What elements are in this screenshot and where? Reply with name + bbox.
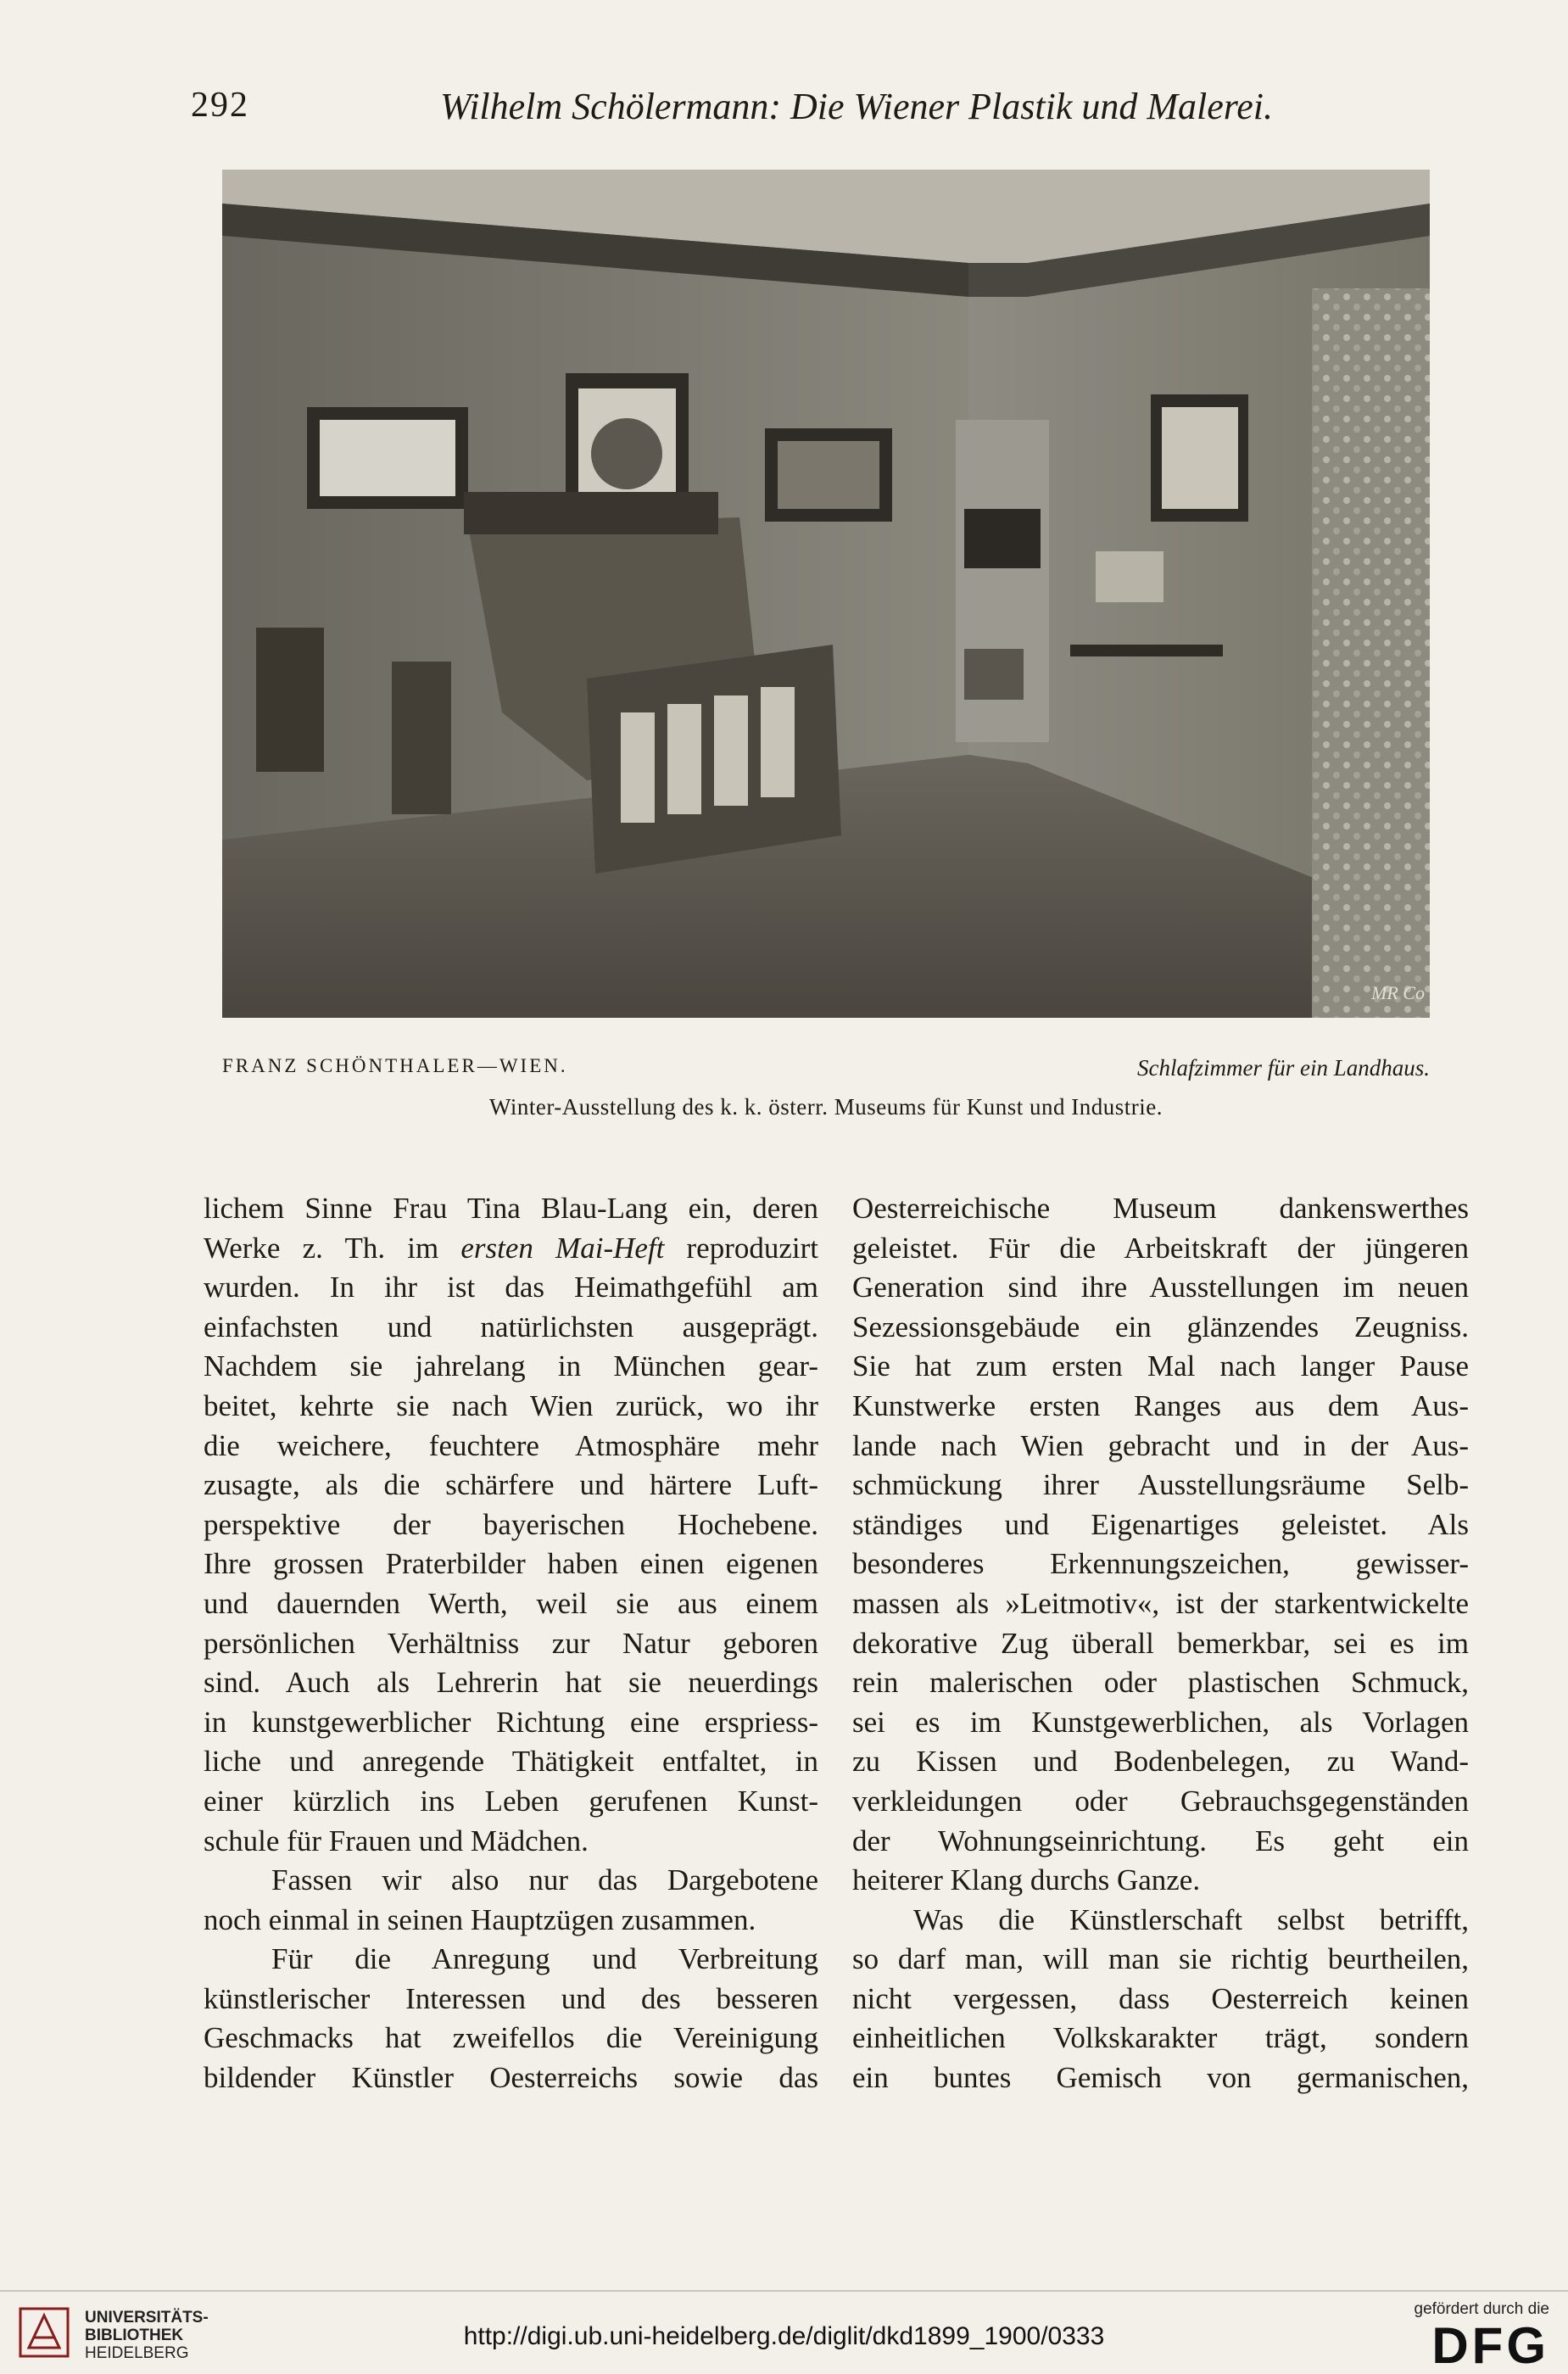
- text-line: Fassen wir also nur das Dargebotene: [271, 1863, 818, 1897]
- text-line: Nachdem sie jahrelang in München gear-: [204, 1349, 818, 1383]
- text-line: [204, 1229, 818, 1269]
- text-line: rein malerischen oder plastischen Schmuck,: [852, 1666, 1469, 1700]
- text-line: sei es im Kunstgewerblichen, als Vorlagen: [852, 1705, 1469, 1739]
- text-line: Was die Künstlerschaft selbst betrifft,: [913, 1902, 1469, 1936]
- text-line: noch einmal in seinen Hauptzügen zusammen.: [204, 1902, 756, 1936]
- text-line: schule für Frauen und Mädchen.: [204, 1824, 589, 1857]
- library-name-line: UNIVERSITÄTS-: [85, 2309, 209, 2327]
- text-line: zu Kissen und Bodenbelegen, zu Wand-: [852, 1745, 1469, 1779]
- text-line: zusagte, als die schärfere und härtere Luft-: [204, 1468, 818, 1502]
- text-line: einer kürzlich ins Leben gerufenen Kunst-: [204, 1784, 818, 1818]
- text-line: Kunstwerke ersten Ranges aus dem Aus-: [852, 1388, 1469, 1422]
- dfg-logo: DFG: [1431, 2317, 1549, 2374]
- text-line: sind. Auch als Lehrerin hat sie neuerdings: [204, 1666, 818, 1700]
- text-line: Geschmacks hat zweifellos die Vereinigung: [204, 2021, 818, 2055]
- text-line: Für die Anregung und Verbreitung: [271, 1942, 818, 1976]
- text-line: wurden. In ihr ist das Heimathgefühl am: [204, 1271, 818, 1304]
- text-line: einheitlichen Volkskarakter trägt, sondern: [852, 2021, 1469, 2055]
- text-line: der Wohnungseinrichtung. Es geht ein: [852, 1824, 1469, 1857]
- text-line: bildender Künstler Oesterreichs sowie das: [204, 2061, 818, 2095]
- text-line: besonderes Erkennungszeichen, gewisser-: [852, 1547, 1469, 1581]
- text-column-right: [852, 1189, 1469, 2098]
- caption-exhibition: Winter-Ausstellung des k. k. österr. Museums für Kunst und Industrie.: [488, 1094, 1163, 1120]
- running-title: Wilhelm Schölermann: Die Wiener Plastik und Malerei.: [439, 86, 1274, 127]
- text-column-left: [204, 1189, 818, 2098]
- bedroom-photograph: [222, 170, 1430, 1018]
- running-header: [191, 85, 1471, 136]
- text-line: Sie hat zum ersten Mal nach langer Pause: [852, 1349, 1469, 1383]
- photo-monogram: MR Co: [1371, 982, 1425, 1003]
- text-line: verkleidungen oder Gebrauchsgegenständen: [852, 1784, 1469, 1818]
- text-fragment: reproduzirt: [664, 1231, 819, 1265]
- text-line: ständiges und Eigenartiges geleistet. Als: [852, 1507, 1469, 1541]
- text-line: liche und anregende Thätigkeit entfaltet, in: [204, 1745, 818, 1779]
- italic-title: ersten Mai-Heft: [460, 1231, 665, 1265]
- funding-label: gefördert durch die: [1414, 2300, 1549, 2318]
- text-line: so darf man, will man sie richtig beurtheilen,: [852, 1942, 1469, 1976]
- caption-artist: FRANZ SCHÖNTHALER—WIEN.: [222, 1055, 568, 1076]
- text-line: perspektive der bayerischen Hochebene.: [204, 1507, 818, 1541]
- text-fragment: Werke z. Th. im: [204, 1231, 461, 1265]
- text-line: lichem Sinne Frau Tina Blau-Lang ein, deren: [204, 1192, 818, 1225]
- library-name-line: HEIDELBERG: [85, 2344, 189, 2362]
- page-number: 292: [191, 86, 249, 125]
- text-line: lande nach Wien gebracht und in der Aus-: [852, 1428, 1469, 1462]
- text-line: Ihre grossen Praterbilder haben einen eigenen: [204, 1547, 818, 1581]
- text-line: und dauernden Werth, weil sie aus einem: [204, 1586, 818, 1620]
- text-line: persönlichen Verhältniss zur Natur geboren: [204, 1626, 818, 1660]
- text-line: schmückung ihrer Ausstellungsräume Selb-: [852, 1468, 1469, 1502]
- text-line: beitet, kehrte sie nach Wien zurück, wo ihr: [204, 1388, 818, 1422]
- text-line: einfachsten und natürlichsten ausgeprägt.: [204, 1310, 818, 1343]
- text-line: Generation sind ihre Ausstellungen im neuen: [852, 1271, 1469, 1304]
- bedroom-photo-illustration: [222, 170, 1430, 1018]
- text-line: heiterer Klang durchs Ganze.: [852, 1863, 1201, 1897]
- figure-caption: [222, 1055, 1430, 1089]
- footer-divider: [0, 2290, 1568, 2292]
- text-line: ein buntes Gemisch von germanischen,: [852, 2061, 1469, 2095]
- text-line: in kunstgewerblicher Richtung eine erspriess-: [204, 1705, 818, 1739]
- text-line: massen als »Leitmotiv«, ist der starkentwickelte: [852, 1586, 1469, 1620]
- text-line: Oesterreichische Museum dankenswerthes: [852, 1192, 1469, 1225]
- text-line: geleistet. Für die Arbeitskraft der jüngeren: [852, 1231, 1469, 1265]
- funding-credit[interactable]: [1414, 2300, 1550, 2374]
- text-line: Sezessionsgebäude ein glänzendes Zeugniss.: [852, 1310, 1469, 1343]
- text-line: künstlerischer Interessen und des besseren: [204, 1981, 818, 2015]
- permalink-url[interactable]: http://digi.ub.uni-heidelberg.de/diglit/dkd1899_1900/0333: [463, 2322, 1105, 2350]
- library-name-line: BIBLIOTHEK: [85, 2327, 184, 2344]
- text-line: nicht vergessen, dass Oesterreich keinen: [852, 1981, 1469, 2015]
- caption-title: Schlafzimmer für ein Landhaus.: [1136, 1055, 1430, 1081]
- text-line: die weichere, feuchtere Atmosphäre mehr: [204, 1428, 818, 1462]
- text-line: dekorative Zug überall bemerkbar, sei es im: [852, 1626, 1469, 1660]
